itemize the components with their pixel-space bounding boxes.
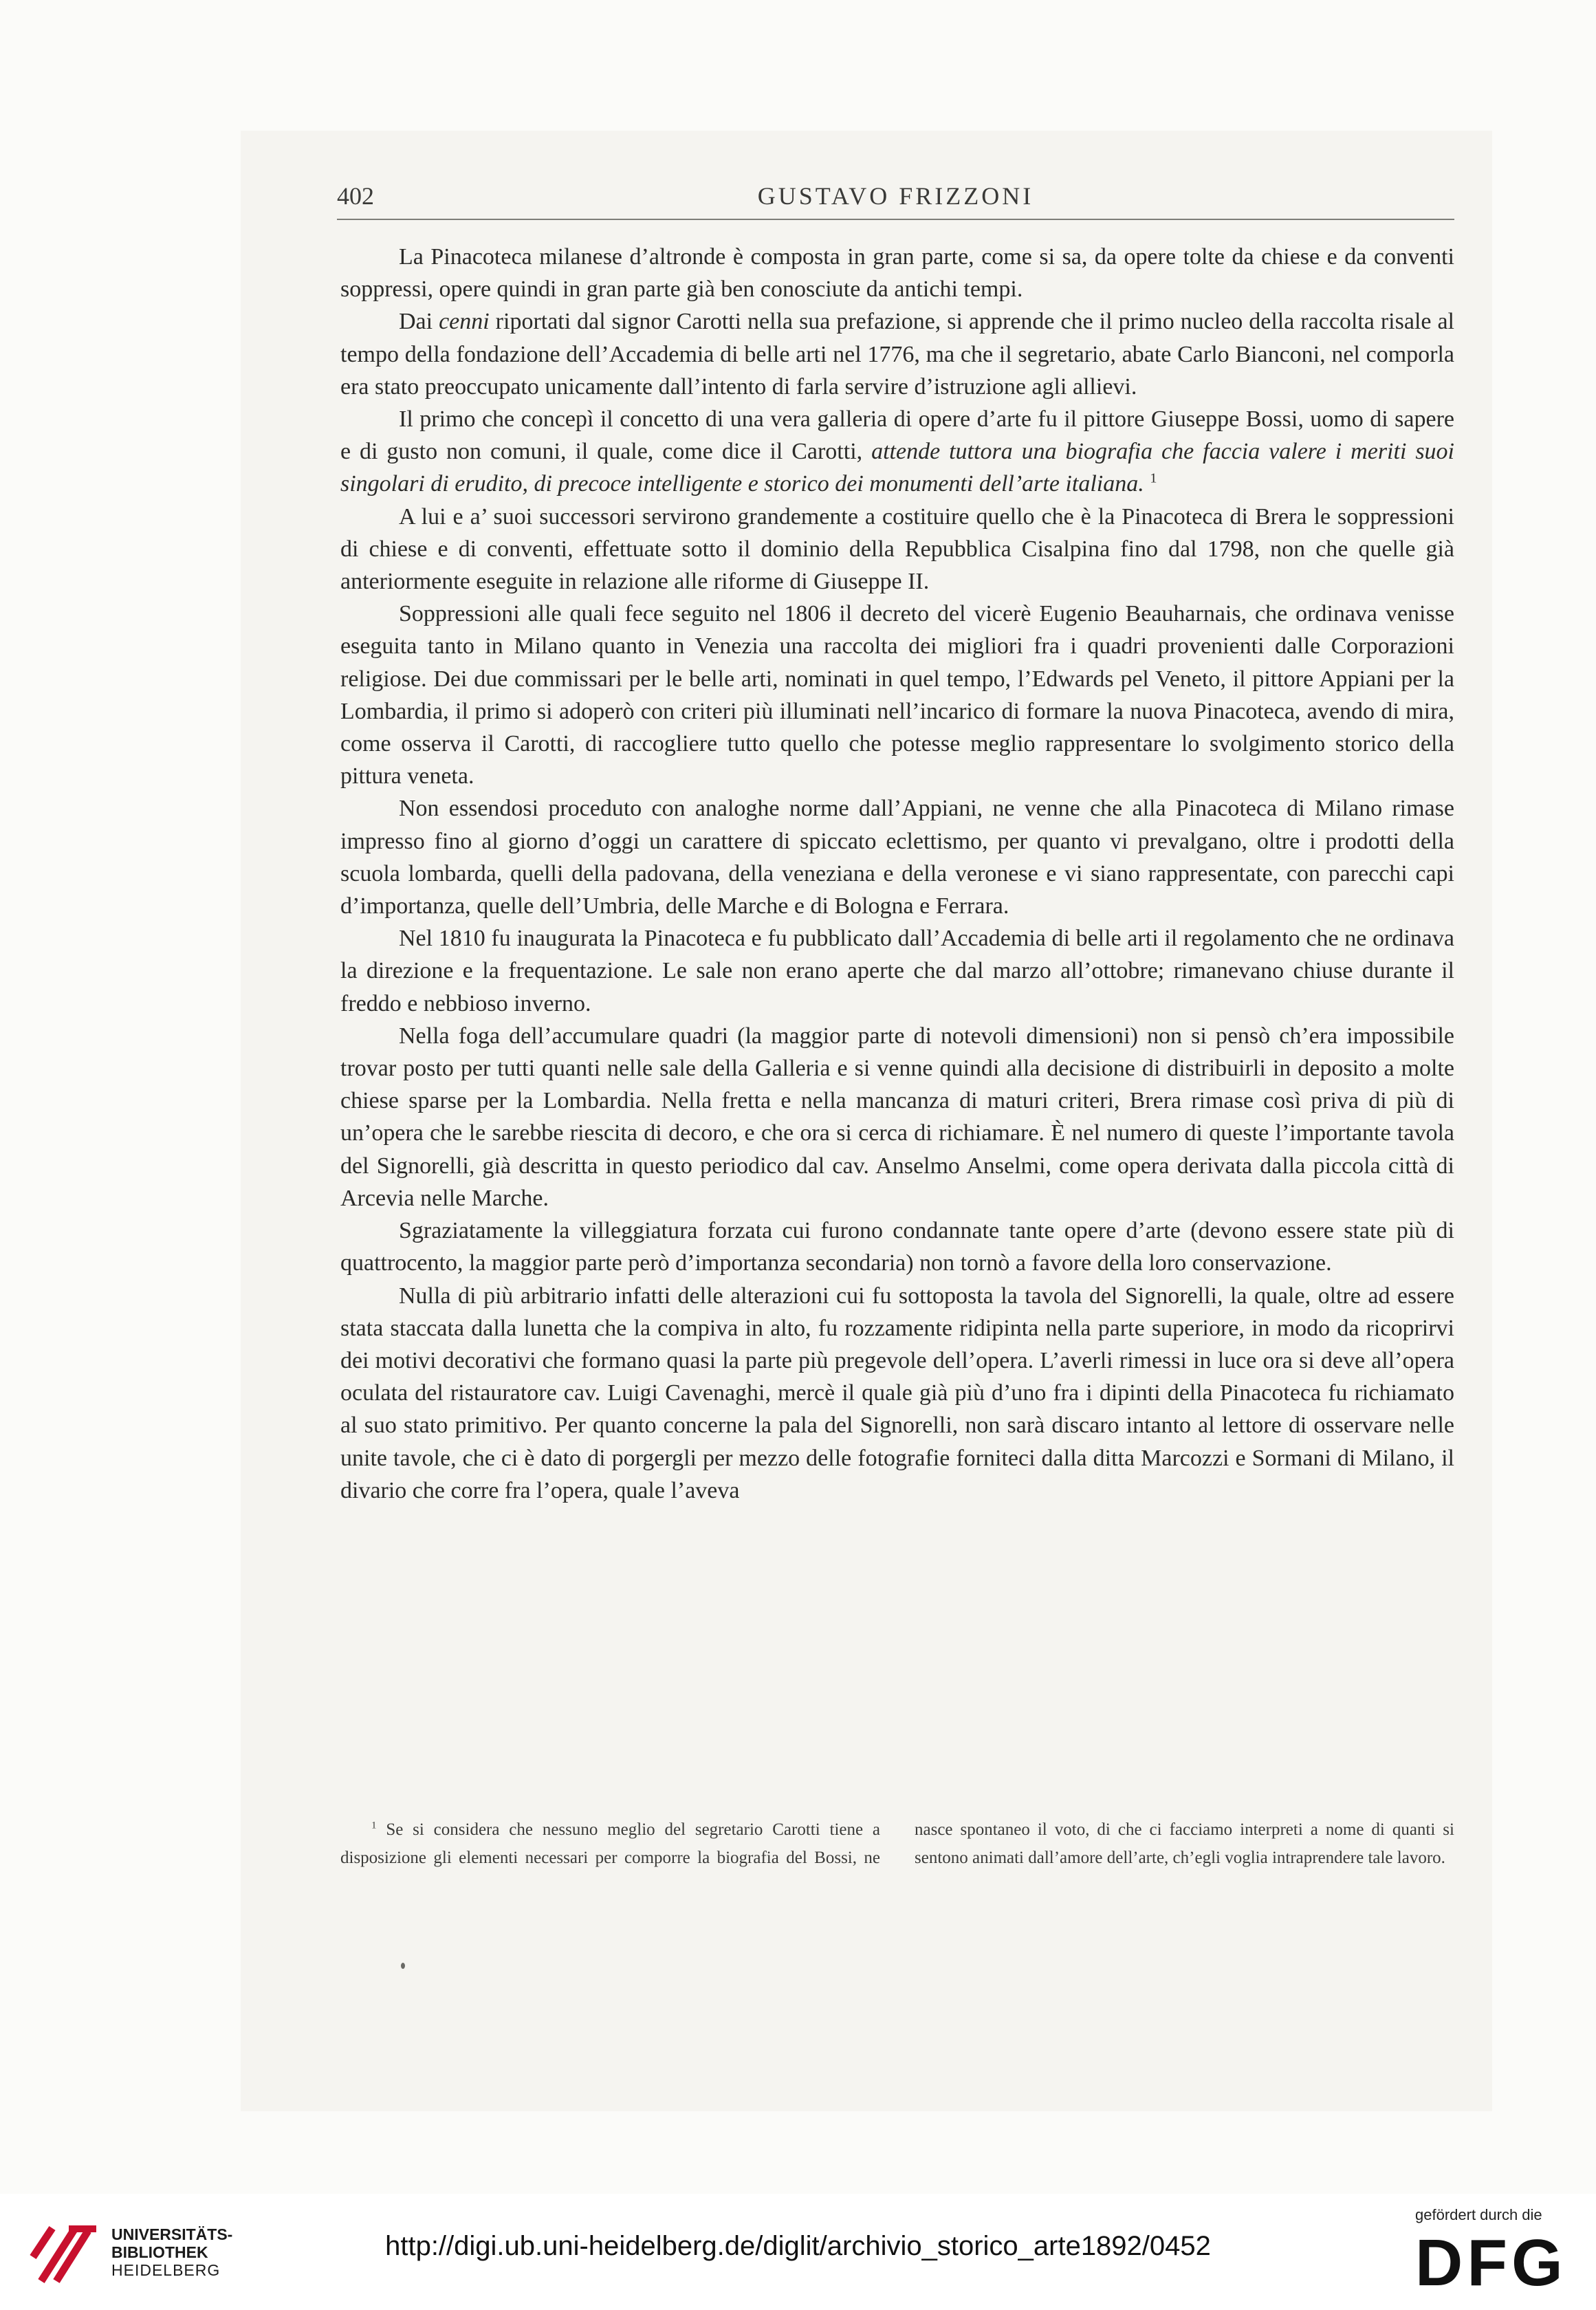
footnote: $^1$ Se si considera che nessuno meglio del segretario Carotti tiene a disposizione gli elementi necessari per comporre la biografia del Bossi, ne nasce spontaneo il voto, di che ci facciamo interpreti a nome di quanti si sentono animati dall’amore dell’arte, ch’egli voglia intraprendere tale lavoro. [340,1820,1454,1867]
page-number: 402 [337,182,374,210]
running-header [337,177,1454,212]
scan-speck [401,1963,405,1969]
paragraph: Nulla di più arbitrario infatti delle alterazioni cui fu sottoposta la tavola del Signorelli, la quale, oltre ad essere stata staccata dalla lunetta che la compiva in alto, fu rozzamente ridipinta nella parte superiore, in modo da ricoprirvi dei motivi decorativi che formano quasi la parte più pregevole dell’opera. L’averli rimessi in luce ora si deve all’opera oculata del ristauratore cav. Luigi Cavenaghi, mercè il quale già più d’uno fra i dipinti della Pinacoteca fu richiamato al suo stato primitivo. Per quanto concerne la pala del Signorelli, non sarà discaro intanto al lettore di osservare nelle unite tavole, che ci è dato di porgergli per mezzo delle fotografie forniteci dalla ditta Marcozzi e Sormani di Milano, il divario che corre fra l’opera, quale l’aveva [340,1283,1454,1503]
paragraph: Sgraziatamente la villeggiatura forzata cui furono condannate tante opere d’arte (devono essere state più di quattrocento, la maggior parte però d’importanza secondaria) non tornò a favore della loro conservazione. [340,1218,1454,1276]
paragraph: Il primo che concepì il concetto di una vera galleria di opere d’arte fu il pittore Giuseppe Bossi, uomo di sapere e di gusto non comuni, il quale, come dice il Carotti, attende tuttora una biografia che faccia valere i meriti suoi singolari di erudito, di precoce intelligente e storico dei monumenti dell’arte italiana. $^1$ [340,406,1455,497]
header-rule [337,219,1454,220]
paragraph: Nel 1810 fu inaugurata la Pinacoteca e fu pubblicato dall’Accademia di belle arti il regolamento che ne ordinava la direzione e la frequentazione. Le sale non erano aperte che dal marzo all’ottobre; rimanevano chiuse durante il freddo e nebbioso inverno. [340,926,1454,1016]
paragraph: A lui e a’ suoi successori servirono grandemente a costituire quello che è la Pinacoteca di Brera le soppressioni di chiese e di conventi, effettuate sotto il dominio della Repubblica Cisalpina fino dal 1798, non che quelle già anteriormente eseguite in relazione alle riforme di Giuseppe II. [340,503,1454,595]
italic-quote: attende tuttora una biografia che faccia valere i meriti suoi singolari di erudito, di precoce intelligente e storico dei monumenti dell’arte italiana. [340,439,1455,497]
paragraph: Soppressioni alle quali fece seguito nel 1806 il decreto del vicerè Eugenio Beauharnais, che ordinava venisse eseguita tanto in Milano quanto in Venezia una raccolta dei migliori fra i quadri provenienti dalle Corporazioni religiose. Dei due commissari per le belle arti, nominati in quel tempo, l’Edwards pel Veneto, il pittore Appiani per la Lombardia, il primo si adoperò con criteri più illuminati nell’incarico di formare la nuova Pinacoteca, avendo di mira, come osserva il Carotti, di raccogliere tutto quello che potesse meglio rappresentare lo svolgimento storico della pittura veneta. [340,601,1454,789]
dfg-logo-icon[interactable]: DFG [1415,2226,1567,2300]
permalink-url[interactable]: http://digi.ub.uni-heidelberg.de/diglit/archivio_storico_arte1892/0452 [385,2231,1211,2261]
running-title: GUSTAVO FRIZZONI [757,182,1034,210]
library-name: UNIVERSITÄTS- BIBLIOTHEK HEIDELBERG [111,2225,233,2279]
paragraph: La Pinacoteca milanese d’altronde è composta in gran parte, come si sa, da opere tolte da chiese e da conventi soppressi, opere quindi in gran parte già ben conosciute da antichi tempi. [340,244,1454,303]
funded-by-label: gefördert durch die [1415,2206,1542,2223]
paragraph: Dai cenni riportati dal signor Carotti nella sua prefazione, si apprende che il primo nucleo della raccolta risale al tempo della fondazione dell’Accademia di belle arti nel 1776, ma che il segretario, abate Carlo Bianconi, nel comporla era stato preoccupato unicamente dall’intento di farla servire d’istruzione agli allievi. [340,309,1454,400]
italic-term: cenni [439,309,490,335]
footnote-marker: 1 [371,1820,377,1831]
body-text [340,241,1454,1507]
footnote-ref: 1 [1150,471,1157,487]
paragraph: Nella foga dell’accumulare quadri (la maggior parte di notevoli dimensioni) non si pensò ch’era impossibile trovar posto per tutti quanti nelle sale della Galleria e si venne quindi alla decisione di distribuirli in deposito a molte chiese sparse per la Lombardia. Nella fretta e nella mancanza di maturi criteri, Brera rimase così priva di più di un’opera che le sarebbe riescita di decoro, e che ora si cerca di richiamare. È nel numero di queste l’importante tavola del Signorelli, già descritta in questo periodico dal cav. Anselmo Anselmi, come opera derivata dalla piccola città di Arcevia nelle Marche. [340,1023,1454,1211]
paragraph: Non essendosi proceduto con analoghe norme dall’Appiani, ne venne che alla Pinacoteca di Milano rimase impresso fino al giorno d’oggi un carattere di spiccato eclettismo, per quanto vi prevalgano, oltre i prodotti della scuola lombarda, quelli della padovana, della veneziana e della veronese e vi siano rappresentate, con parecchi capi d’importanza, quelle dell’Umbria, delle Marche e di Bologna e Ferrara. [340,796,1454,919]
footnote-block [340,1816,1454,1872]
